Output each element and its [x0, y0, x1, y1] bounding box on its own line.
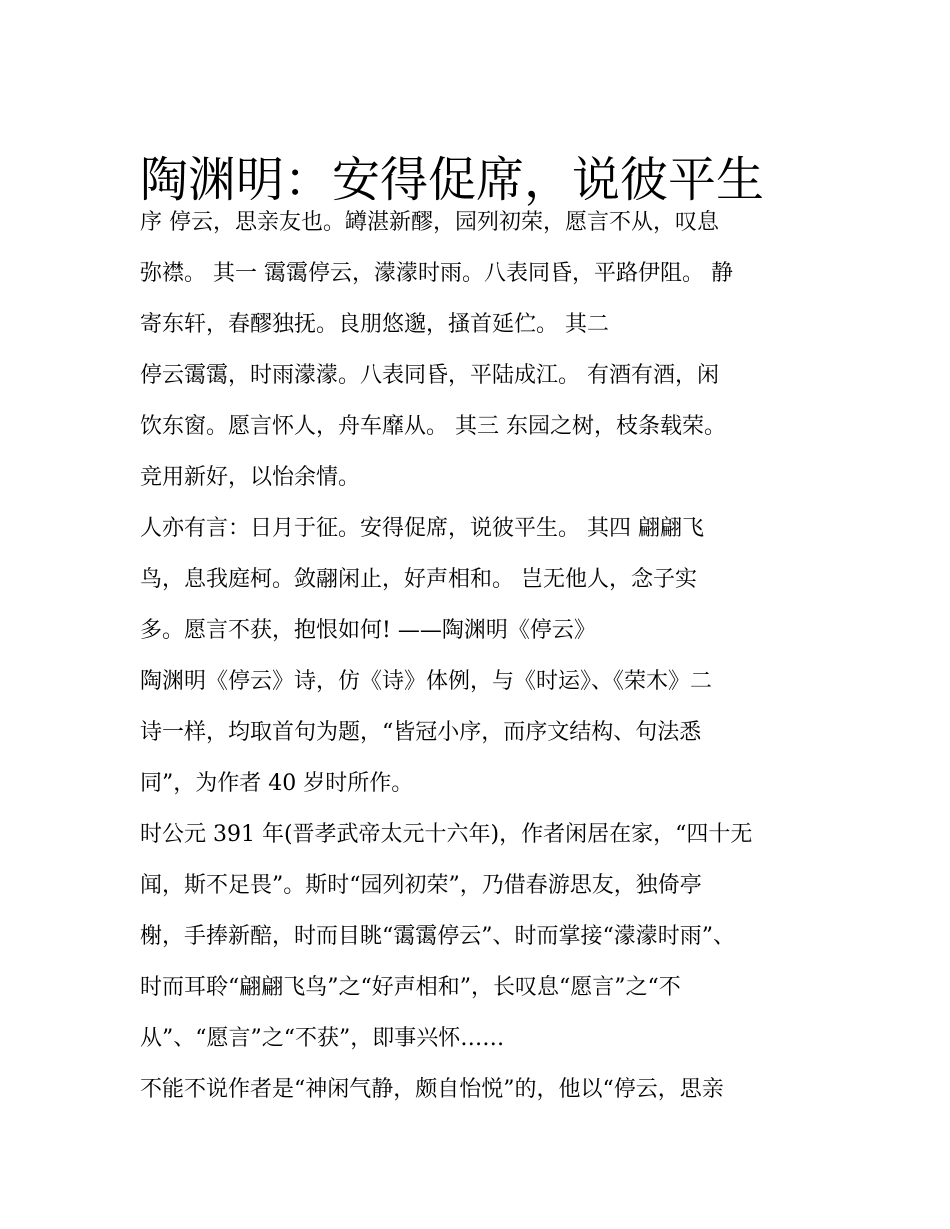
text-line: 时公元 391 年(晋孝武帝太元十六年)，作者闲居在家，“四十无 — [140, 822, 753, 847]
text-line: 寄东轩，春醪独抚。良朋悠邈，搔首延伫。 其二 — [140, 312, 609, 337]
text-line: 榭，手捧新醅，时而目眺“霭霭停云”、时而掌接“濛濛时雨”、 — [140, 924, 735, 949]
text-line: 多。愿言不获，抱恨如何! ——陶渊明《停云》 — [140, 618, 596, 643]
text-line: 陶渊明《停云》诗，仿《诗》体例，与《时运》、《荣木》二 — [140, 669, 713, 694]
text-line: 从”、“愿言”之“不获”，即事兴怀…… — [140, 1026, 505, 1051]
text-line: 闻，斯不足畏”。斯时“园列初荣”，乃借春游思友，独倚亭 — [140, 873, 702, 898]
text-line: 弥襟。 其一 霭霭停云，濛濛时雨。八表同昏，平路伊阻。 静 — [140, 261, 733, 286]
page-title: 陶渊明：安得促席，说彼平生 — [140, 152, 765, 209]
text-line: 停云霭霭，时雨濛濛。八表同昏，平陆成江。 有酒有酒，闲 — [140, 363, 719, 388]
text-line: 时而耳聆“翩翩飞鸟”之“好声相和”，长叹息“愿言”之“不 — [140, 975, 681, 1000]
text-line: 人亦有言：日月于征。安得促席，说彼平生。 其四 翩翩飞 — [140, 516, 704, 541]
text-line: 竞用新好，以怡余情。 — [140, 465, 361, 490]
text-line: 序 停云，思亲友也。罇湛新醪，园列初荣，愿言不从，叹息 — [140, 210, 719, 235]
text-line: 同”，为作者 40 岁时所作。 — [140, 771, 414, 796]
text-line: 诗一样，均取首句为题，“皆冠小序，而序文结构、句法悉 — [140, 720, 702, 745]
text-line: 不能不说作者是“神闲气静，颇自怡悦”的，他以“停云，思亲 — [140, 1077, 724, 1102]
text-line: 饮东窗。愿言怀人，舟车靡从。 其三 东园之树，枝条载荣。 — [140, 414, 726, 439]
text-line: 鸟，息我庭柯。敛翮闲止，好声相和。 岂无他人，念子实 — [140, 567, 697, 592]
